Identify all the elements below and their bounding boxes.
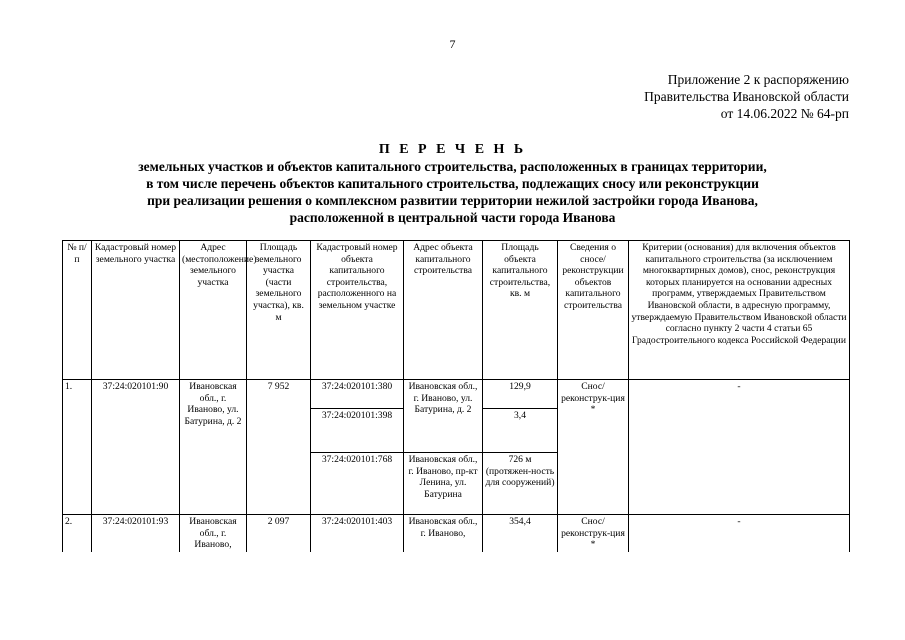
row-num: 2.: [63, 515, 92, 552]
object-address: Ивановская обл., г. Иваново, пр-кт Ленина, ул. Батурина: [404, 453, 483, 515]
header-object-area: Площадь объекта капитального строительства, кв. м: [483, 241, 558, 380]
document-title-block: [0, 141, 905, 226]
row-num: 1.: [63, 380, 92, 515]
table-header-row: [63, 241, 850, 380]
object-area: 726 м (протяжен-ность для сооружений): [483, 453, 558, 515]
object-address: Ивановская обл., г. Иваново,: [404, 515, 483, 552]
object-address: Ивановская обл., г. Иваново, ул. Батурина, д. 2: [404, 380, 483, 453]
appendix-line-2: Правительства Ивановской области: [644, 89, 849, 104]
appendix-reference: [644, 71, 849, 122]
header-num: № п/п: [63, 241, 92, 380]
object-cad-number: 37:24:020101:768: [311, 453, 404, 515]
criteria: -: [629, 515, 850, 552]
land-area: 2 097: [247, 515, 311, 552]
appendix-line-1: Приложение 2 к распоряжению: [667, 72, 849, 87]
header-land-cad: Кадастровый номер земельного участка: [92, 241, 180, 380]
land-area: 7 952: [247, 380, 311, 515]
demolition-info: Снос/ реконструк-ция *: [558, 380, 629, 515]
header-object-cad: Кадастровый номер объекта капитального строительства, расположенного на земельном участке: [311, 241, 404, 380]
land-plots-table: [62, 240, 850, 552]
page-number: 7: [449, 37, 456, 51]
land-address: Ивановская обл., г. Иваново, ул. Батурина, д. 2: [180, 380, 247, 515]
object-area: 129,9: [483, 380, 558, 409]
object-cad-number: 37:24:020101:398: [311, 409, 404, 453]
land-cad-number: 37:24:020101:90: [92, 380, 180, 515]
document-title: П Е Р Е Ч Е Н Ь: [378, 142, 527, 157]
subtitle-line-1: земельных участков и объектов капитального строительства, расположенных в границах территории,: [138, 159, 767, 174]
header-object-address: Адрес объекта капитального строительства: [404, 241, 483, 380]
land-address: Ивановская обл., г. Иваново,: [180, 515, 247, 552]
subtitle-line-2: в том числе перечень объектов капитального строительства, подлежащих сносу или реконструкции: [146, 176, 759, 191]
header-land-address: Адрес (местоположение) земельного участка: [180, 241, 247, 380]
subtitle-line-3: при реализации решения о комплексном развитии территории нежилой застройки города Иванова,: [147, 193, 758, 208]
object-area: 354,4: [483, 515, 558, 552]
object-cad-number: 37:24:020101:403: [311, 515, 404, 552]
object-area: 3,4: [483, 409, 558, 453]
appendix-line-3: от 14.06.2022 № 64-рп: [720, 106, 849, 121]
header-demolition: Сведения о сносе/ реконструкции объектов капитального строительства: [558, 241, 629, 380]
table-row: [63, 380, 850, 409]
criteria: -: [629, 380, 850, 515]
subtitle-line-4: расположенной в центральной части города Иванова: [289, 210, 616, 225]
land-cad-number: 37:24:020101:93: [92, 515, 180, 552]
table-row: [63, 515, 850, 552]
demolition-info: Снос/ реконструк-ция *: [558, 515, 629, 552]
header-land-area: Площадь земельного участка (части земельного участка), кв. м: [247, 241, 311, 380]
header-criteria: Критерии (основания) для включения объектов капитального строительства (за исключением многоквартирных домов), снос, реконструкция которых планируется на основании адресных программ, утверждаемых Правительством Ивановской области, в адресную программу, утверждаемую Правительством Ивановской области согласно пункту 2 части 4 статьи 65 Градостроительного кодекса Российской Федерации: [629, 241, 850, 380]
object-cad-number: 37:24:020101:380: [311, 380, 404, 409]
